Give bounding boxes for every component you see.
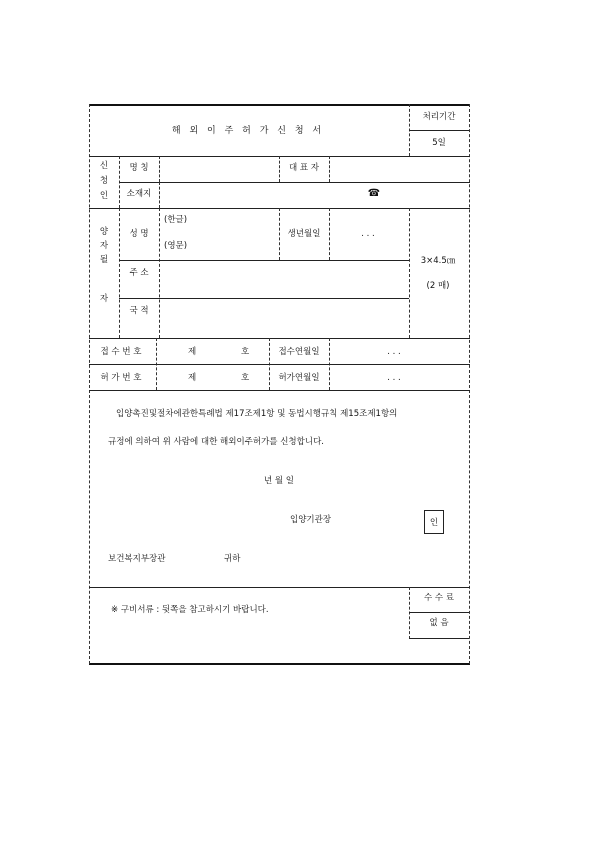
row-line-364 [89,364,470,365]
representative-label: 대 표 자 [288,163,320,173]
row-line-338 [89,338,470,339]
row-line-298 [119,298,409,299]
phone-icon: ☎ [367,188,381,199]
seal-box [424,510,444,534]
location-label: 소재지 [126,189,152,199]
korean-name-label: (한글) [164,215,188,225]
agency-head: 입양기관장 [290,515,332,525]
personal-name-label: 성 명 [129,229,149,239]
form-title: 해 외 이 주 허 가 신 청 서 [171,126,325,136]
row-line-587 [89,587,470,588]
applicant-char-2: 청 [99,176,109,186]
permit-date-dots: . . . [387,373,401,383]
english-name-label: (영문) [164,241,188,251]
name-label: 명 칭 [129,163,149,173]
honorific: 귀하 [224,554,241,564]
personal-name-divider [159,208,160,338]
form-left-border [89,104,90,664]
birth-right-divider [329,208,330,260]
addressee: 보건복지부장관 [108,554,166,564]
rep-right-divider [329,156,330,182]
form-top-border [89,104,470,106]
name-label-divider [159,156,160,182]
adoptee-char-2: 자 [99,241,109,251]
date-line: 년 월 일 [263,476,295,486]
seal-text: 인 [429,518,439,528]
applicant-char-1: 신 [99,161,109,171]
form-right-border [469,104,470,664]
receipt-no-prefix: 제 [188,347,197,357]
photo-area-divider [409,208,410,338]
processing-divider [409,130,469,131]
fee-divider [409,587,410,639]
attachments-note: ※ 구비서류 : 뒷쪽을 참고하시기 바랍니다. [111,605,269,615]
fee-value: 없 음 [429,618,449,628]
statement-line-1: 입양촉진및절차에관한특례법 제17조제1항 및 동법시행규칙 제15조제1항의 [116,409,398,419]
adoptee-char-3: 될 [99,255,109,265]
fee-bottom-line [409,638,469,639]
receipt-no-suffix: 호 [241,347,250,357]
permit-no-label: 허 가 번 호 [100,373,142,383]
receipt-no-label: 접 수 번 호 [100,347,142,357]
receipt-date-dots: . . . [387,347,401,357]
row-line-390 [89,390,470,391]
photo-count: (2 매) [426,281,450,291]
photo-size: 3×4.5㎝ [420,256,456,266]
fee-row-line [409,612,469,613]
rep-left-divider [279,156,280,182]
applicant-char-3: 인 [99,191,109,201]
permit-date-label: 허가연월일 [278,373,320,383]
adoptee-col-divider [119,208,120,338]
birth-left-divider [279,208,280,260]
adoptee-char-1: 양 [99,227,109,237]
fee-label: 수 수 료 [423,593,455,603]
nationality-label: 국 적 [129,306,149,316]
birthdate-label: 생년월일 [287,229,321,239]
birthdate-dots: . . . [361,229,375,239]
processing-period-value: 5일 [432,138,446,148]
location-label-divider [159,182,160,208]
row-line-260 [119,260,409,261]
form-bottom-border [89,663,470,665]
receipt-date-label: 접수연월일 [278,347,320,357]
processing-period-label: 처리기간 [422,112,456,122]
address-label: 주 소 [129,268,149,278]
statement-line-2: 규정에 의하여 위 사람에 대한 해외이주허가를 신청합니다. [108,437,324,447]
adoptee-char-4: 자 [99,294,109,304]
row-line-182 [119,182,470,183]
permit-no-prefix: 제 [188,373,197,383]
permit-no-suffix: 호 [241,373,250,383]
